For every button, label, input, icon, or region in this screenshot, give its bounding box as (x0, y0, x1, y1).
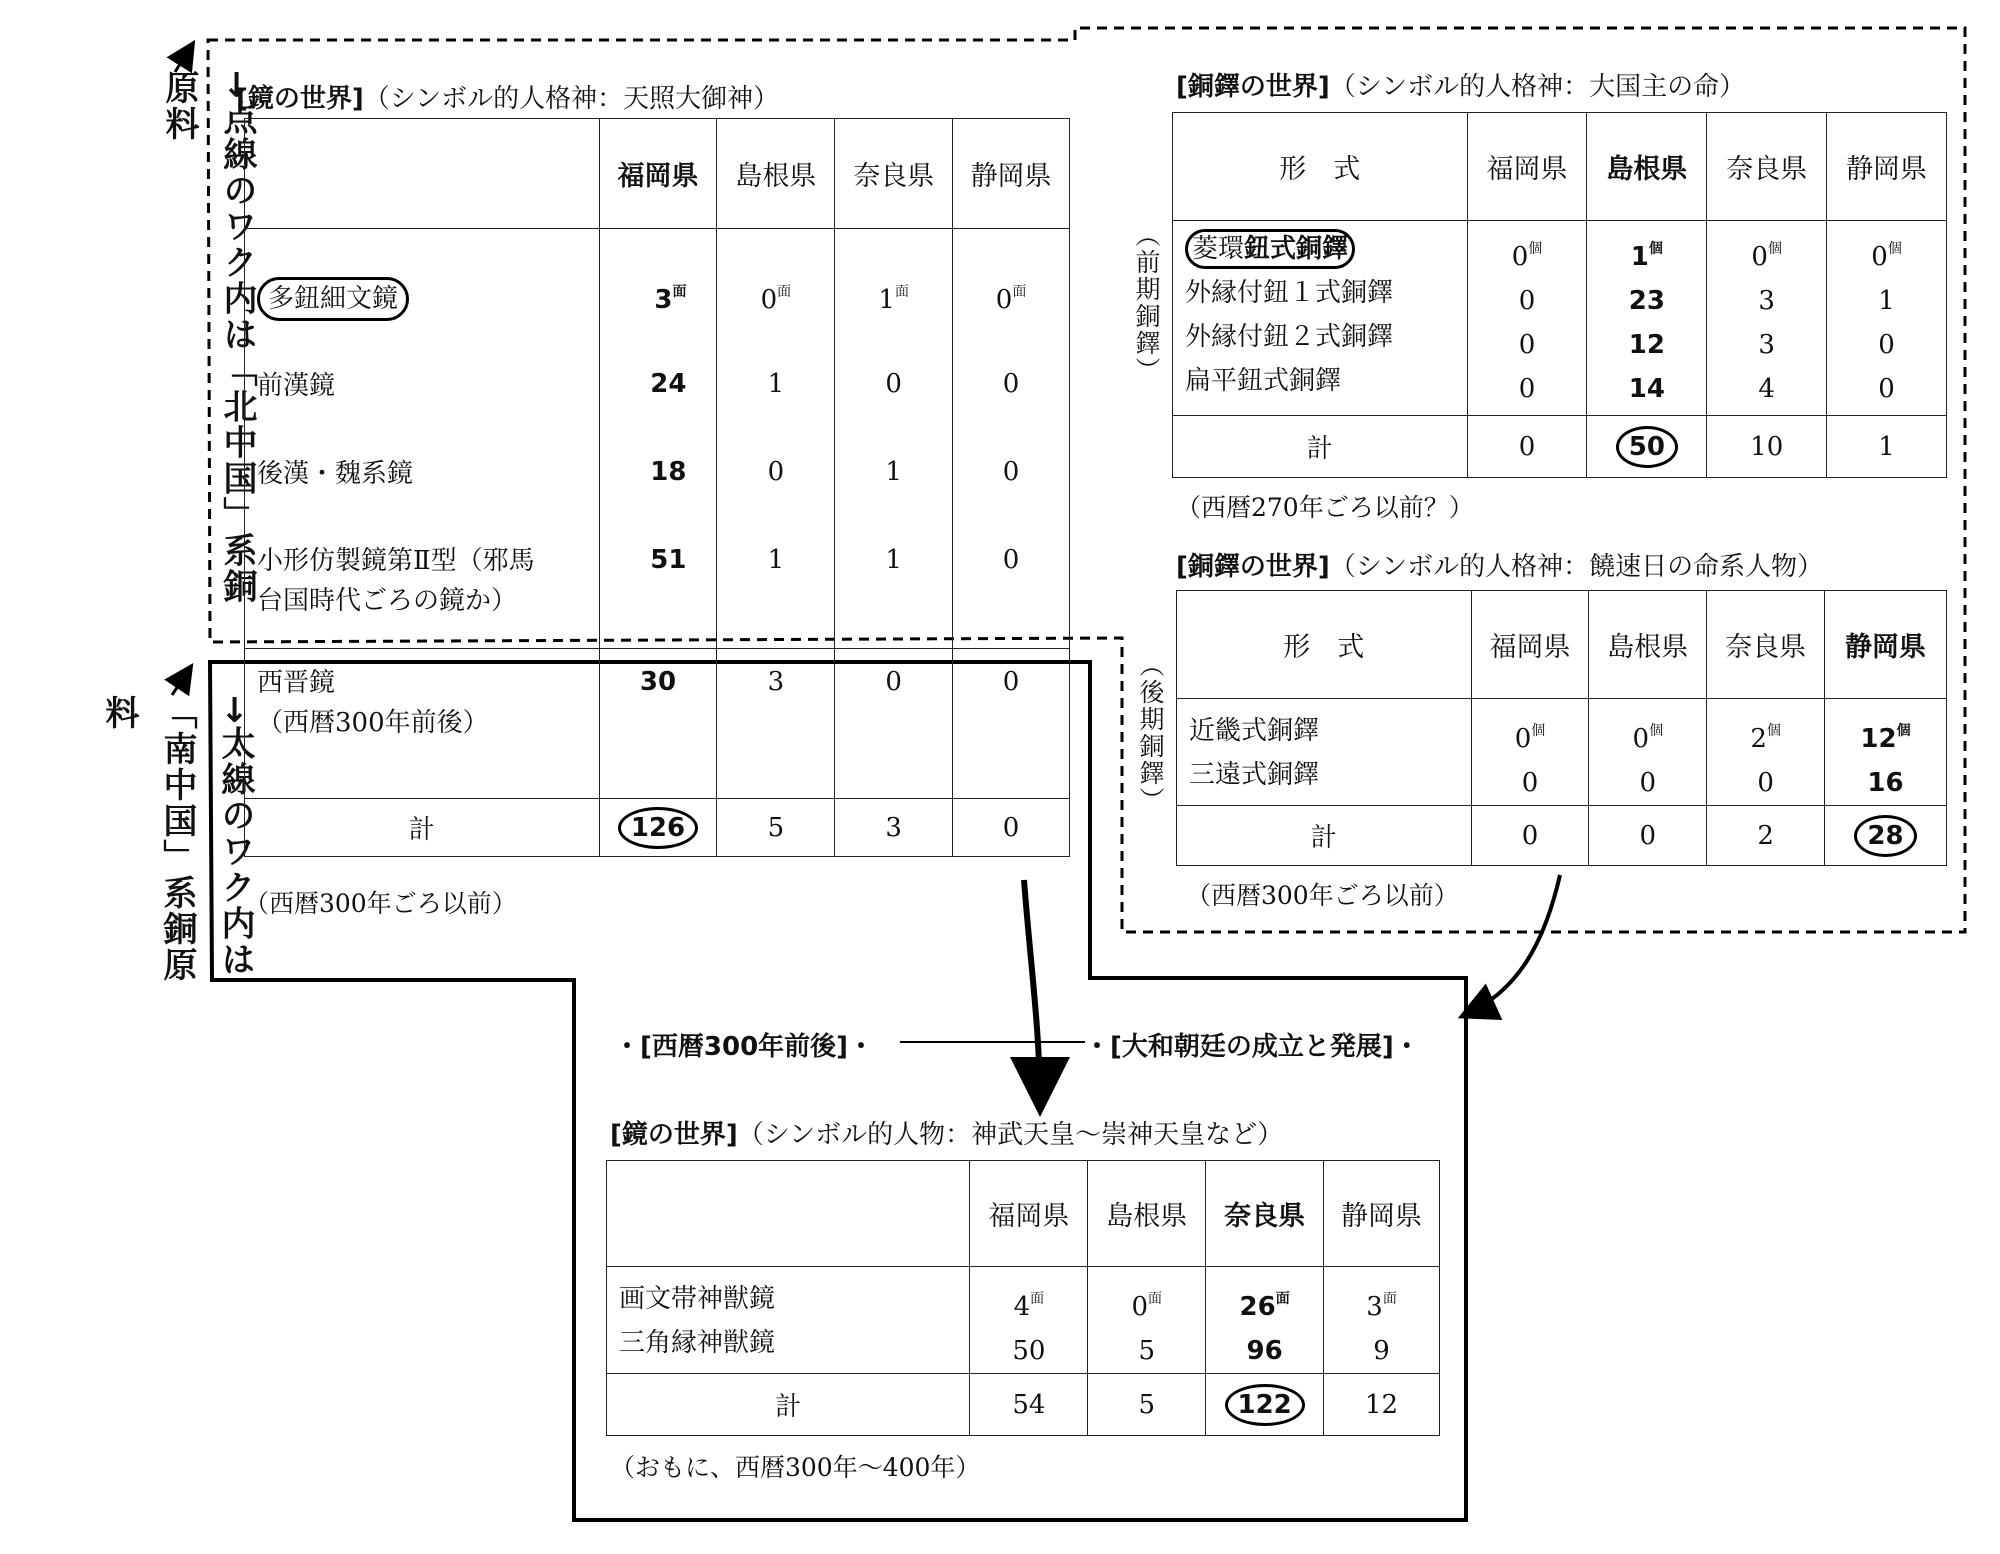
header-nara: 奈良県 (1206, 1161, 1324, 1267)
total-cell: 0 (1589, 806, 1707, 866)
total-cell: 5 (717, 799, 835, 857)
row-label: 近畿式銅鐸 (1189, 716, 1320, 746)
total-label: 計 (1177, 806, 1472, 866)
value-cell: 0 (1639, 768, 1657, 798)
value-cell: 26 (1239, 1292, 1276, 1322)
col-nara (1707, 699, 1825, 806)
value-cell: 50 (1012, 1336, 1046, 1366)
header-shimane: 島根県 (1589, 591, 1707, 699)
bell1-note: （西暦270年ごろ以前？） (1176, 493, 1474, 522)
row-label: 外縁付鈕１式銅鐸 (1185, 278, 1394, 308)
header-shizuoka: 静岡県 (1324, 1161, 1440, 1267)
total-cell: 0 (1467, 416, 1587, 478)
header-fukuoka: 福岡県 (1467, 113, 1587, 221)
col-shimane (1589, 699, 1707, 806)
header-shimane: 島根県 (1587, 113, 1707, 221)
bell2-title (1176, 546, 1823, 583)
value-cell: 0 (1751, 242, 1768, 272)
value-cell: 0 (1521, 768, 1539, 798)
value-cell: 24 (650, 369, 687, 399)
value-cell: 0 (1514, 724, 1532, 754)
total-row (245, 799, 1070, 857)
bell2-note: （西暦300年ごろ以前） (1186, 881, 1459, 910)
arrow-down-left (1024, 880, 1040, 1105)
solid-frame-note: →太線のワク内は「南中国」系銅原料 (99, 695, 255, 983)
bell1-side-label: （前期銅鐸） (1132, 222, 1161, 384)
value-cell: 0 (1871, 242, 1888, 272)
value-cell: 3 (717, 649, 835, 799)
total-cell: 0 (953, 799, 1070, 857)
row-sublabel: （西暦300年前後） (257, 708, 489, 738)
value-cell: 4 (1013, 1292, 1031, 1322)
bell1-table (1172, 112, 1947, 478)
value-cell: 96 (1246, 1336, 1283, 1366)
col-fukuoka (970, 1267, 1088, 1374)
unit-label: 個 (1531, 723, 1546, 739)
value-cell: 0 (1878, 374, 1895, 404)
value-cell: 0 (1757, 768, 1774, 798)
value-cell: 51 (650, 545, 687, 575)
row-label: 前漢鏡 (257, 371, 336, 401)
header-nara: 奈良県 (1707, 591, 1825, 699)
mirror2-title-rest: （シンボル的人物：神武天皇〜崇神天皇など） (737, 1120, 1284, 1150)
row-label: 台国時代ごろの鏡か） (257, 586, 518, 616)
header-fukuoka: 福岡県 (599, 119, 717, 229)
bell1-title-rest: （シンボル的人格神：大国主の命） (1329, 72, 1746, 102)
col-shizuoka (1324, 1267, 1440, 1374)
circled-total: 50 (1616, 426, 1678, 468)
unit-label: 面 (1148, 1291, 1163, 1307)
value-cell: 3 (1758, 330, 1775, 360)
value-cell: 16 (1867, 768, 1904, 798)
value-cell: 0 (885, 369, 902, 399)
corner-cell (607, 1161, 970, 1267)
value-cell: 12 (1860, 724, 1897, 754)
total-cell: 12 (1324, 1374, 1440, 1436)
total-row (1173, 416, 1947, 478)
circled-label: 多鈕細文鏡 (257, 277, 409, 321)
value-cell: 0 (1002, 369, 1020, 399)
value-cell: 0 (1002, 457, 1020, 487)
col-shimane (1088, 1267, 1206, 1374)
value-cell: 0 (760, 285, 778, 315)
value-cell: 0 (1878, 330, 1895, 360)
value-cell: 0 (953, 649, 1070, 799)
unit-label: 個 (1767, 241, 1782, 257)
unit-label: 面 (894, 284, 909, 300)
col-shizuoka (1825, 699, 1947, 806)
value-cell: 0 (1632, 724, 1650, 754)
unit-label: 面 (1030, 1291, 1045, 1307)
value-cell: 18 (650, 457, 687, 487)
value-cell: 0 (1002, 545, 1020, 575)
table-row (245, 229, 1070, 649)
value-cell: 3 (1366, 1292, 1383, 1322)
mirror1-title-bold: [鏡の世界] (236, 84, 364, 114)
header-fukuoka: 福岡県 (970, 1161, 1088, 1267)
bell2-side-label: （後期銅鐸） (1136, 652, 1165, 814)
value-cell: 0 (1518, 286, 1536, 316)
total-label: 計 (245, 799, 600, 857)
header-fukuoka: 福岡県 (1471, 591, 1589, 699)
unit-label: 面 (1382, 1291, 1397, 1307)
circled-label (1185, 229, 1355, 269)
value-cell: 0 (995, 285, 1013, 315)
mirror1-title (236, 78, 779, 115)
bell2-title-rest: （シンボル的人格神：饒速日の命系人物） (1329, 552, 1824, 582)
value-cell: 30 (599, 649, 717, 799)
row-label: 西晋鏡 (257, 668, 336, 698)
unit-label: 個 (1648, 241, 1663, 257)
mirror2-title (610, 1114, 1283, 1151)
col-nara (1707, 221, 1827, 416)
mirror1-title-rest: （シンボル的人格神：天照大御神） (363, 84, 780, 114)
value-cell: 0 (1131, 1292, 1149, 1322)
total-cell: 10 (1707, 416, 1827, 478)
note-arrow-1 (175, 45, 192, 72)
value-cell: 1 (767, 369, 785, 399)
value-cell: 0 (1511, 242, 1529, 272)
col-shizuoka (953, 229, 1070, 649)
total-cell: 0 (1471, 806, 1589, 866)
transition-right: ・[大和朝廷の成立と発展]・ (1084, 1032, 1420, 1062)
value-cell: 0 (1518, 330, 1536, 360)
unit-label: 面 (1275, 1291, 1290, 1307)
value-cell: 5 (1138, 1336, 1156, 1366)
row-label: 小形仿製鏡第Ⅱ型（邪馬 (257, 546, 535, 576)
row-label: 扁平鈕式銅鐸 (1185, 366, 1342, 396)
col-fukuoka (1471, 699, 1589, 806)
unit-label: 個 (1528, 241, 1543, 257)
value-cell: 3 (654, 285, 673, 315)
bell2-title-bold: [銅鐸の世界] (1176, 552, 1330, 582)
value-cell: 9 (1373, 1336, 1390, 1366)
row-label-seishin (245, 649, 600, 799)
circled-total: 122 (1225, 1384, 1305, 1426)
total-cell: 2 (1707, 806, 1825, 866)
header-shizuoka: 静岡県 (953, 119, 1070, 229)
col-nara (835, 229, 953, 649)
total-cell: 5 (1088, 1374, 1206, 1436)
table-header-row (1173, 113, 1947, 221)
unit-label: 個 (1766, 723, 1781, 739)
bell2-table (1176, 590, 1947, 866)
value-cell: 12 (1628, 330, 1665, 360)
value-cell: 3 (1758, 286, 1775, 316)
table-header-row (607, 1161, 1440, 1267)
bell1-title-bold: [銅鐸の世界] (1176, 72, 1330, 102)
circled-total: 28 (1854, 815, 1916, 857)
mirror1-table (244, 118, 1070, 857)
unit-label: 面 (777, 284, 792, 300)
mirror2-table (606, 1160, 1440, 1436)
col-shimane (717, 229, 835, 649)
mirror2-note: （おもに、西暦300年〜400年） (610, 1453, 981, 1482)
row-label: 画文帯神獣鏡 (619, 1284, 776, 1314)
row-labels (607, 1267, 970, 1374)
table-row (1173, 221, 1947, 416)
header-nara: 奈良県 (1707, 113, 1827, 221)
mirror1-note: （西暦300年ごろ以前） (244, 889, 517, 918)
row-labels (1173, 221, 1468, 416)
col-fukuoka (1467, 221, 1587, 416)
col-shizuoka (1827, 221, 1947, 416)
header-shizuoka: 静岡県 (1827, 113, 1947, 221)
value-cell: 14 (1628, 374, 1665, 404)
row-label-part: 菱環 (1192, 234, 1245, 264)
table-header-row (1177, 591, 1947, 699)
value-cell: 23 (1628, 286, 1665, 316)
format-header: 形 式 (1177, 591, 1472, 699)
total-row (1177, 806, 1947, 866)
table-row (1177, 699, 1947, 806)
col-nara (1206, 1267, 1324, 1374)
unit-label: 面 (1012, 284, 1027, 300)
value-cell: 1 (885, 457, 902, 487)
header-shimane: 島根県 (717, 119, 835, 229)
unit-label: 個 (1649, 723, 1664, 739)
table-row (245, 649, 1070, 799)
value-cell: 0 (767, 457, 785, 487)
row-labels (1177, 699, 1472, 806)
circled-total: 126 (618, 807, 698, 849)
transition-left: ・[西暦300年前後]・ (614, 1032, 875, 1062)
total-cell: 3 (835, 799, 953, 857)
unit-label: 個 (1896, 723, 1911, 739)
value-cell: 4 (1758, 374, 1775, 404)
unit-label: 面 (672, 284, 687, 300)
mirror2-title-bold: [鏡の世界] (610, 1120, 738, 1150)
header-shizuoka: 静岡県 (1825, 591, 1947, 699)
col-fukuoka (599, 229, 717, 649)
row-label: 三遠式銅鐸 (1189, 760, 1320, 790)
dotted-frame-note: →点線のワク内は「北中国」系銅原料 (159, 70, 257, 605)
row-labels (245, 229, 600, 649)
value-cell: 1 (885, 545, 902, 575)
value-cell: 1 (767, 545, 785, 575)
value-cell: 1 (1630, 242, 1649, 272)
total-row (607, 1374, 1440, 1436)
header-shimane: 島根県 (1088, 1161, 1206, 1267)
row-label: 外縁付鈕２式銅鐸 (1185, 322, 1394, 352)
table-header-row (245, 119, 1070, 229)
total-cell: 54 (970, 1374, 1088, 1436)
total-label: 計 (1173, 416, 1468, 478)
corner-cell (245, 119, 600, 229)
value-cell: 2 (1750, 724, 1767, 754)
table-row (607, 1267, 1440, 1374)
value-cell: 0 (1518, 374, 1536, 404)
col-shimane (1587, 221, 1707, 416)
note-arrow-2 (172, 668, 190, 695)
format-header: 形 式 (1173, 113, 1468, 221)
arrow-curve-right (1465, 875, 1560, 1015)
unit-label: 個 (1887, 241, 1902, 257)
row-label-part-bold: 鈕式銅鐸 (1244, 234, 1349, 264)
total-label: 計 (607, 1374, 970, 1436)
total-cell: 1 (1827, 416, 1947, 478)
value-cell: 0 (835, 649, 953, 799)
row-label: 三角縁神獣鏡 (619, 1328, 776, 1358)
value-cell: 1 (878, 285, 895, 315)
header-nara: 奈良県 (835, 119, 953, 229)
row-label: 後漢・魏系鏡 (257, 459, 414, 489)
value-cell: 1 (1878, 286, 1895, 316)
bell1-title (1176, 66, 1745, 103)
